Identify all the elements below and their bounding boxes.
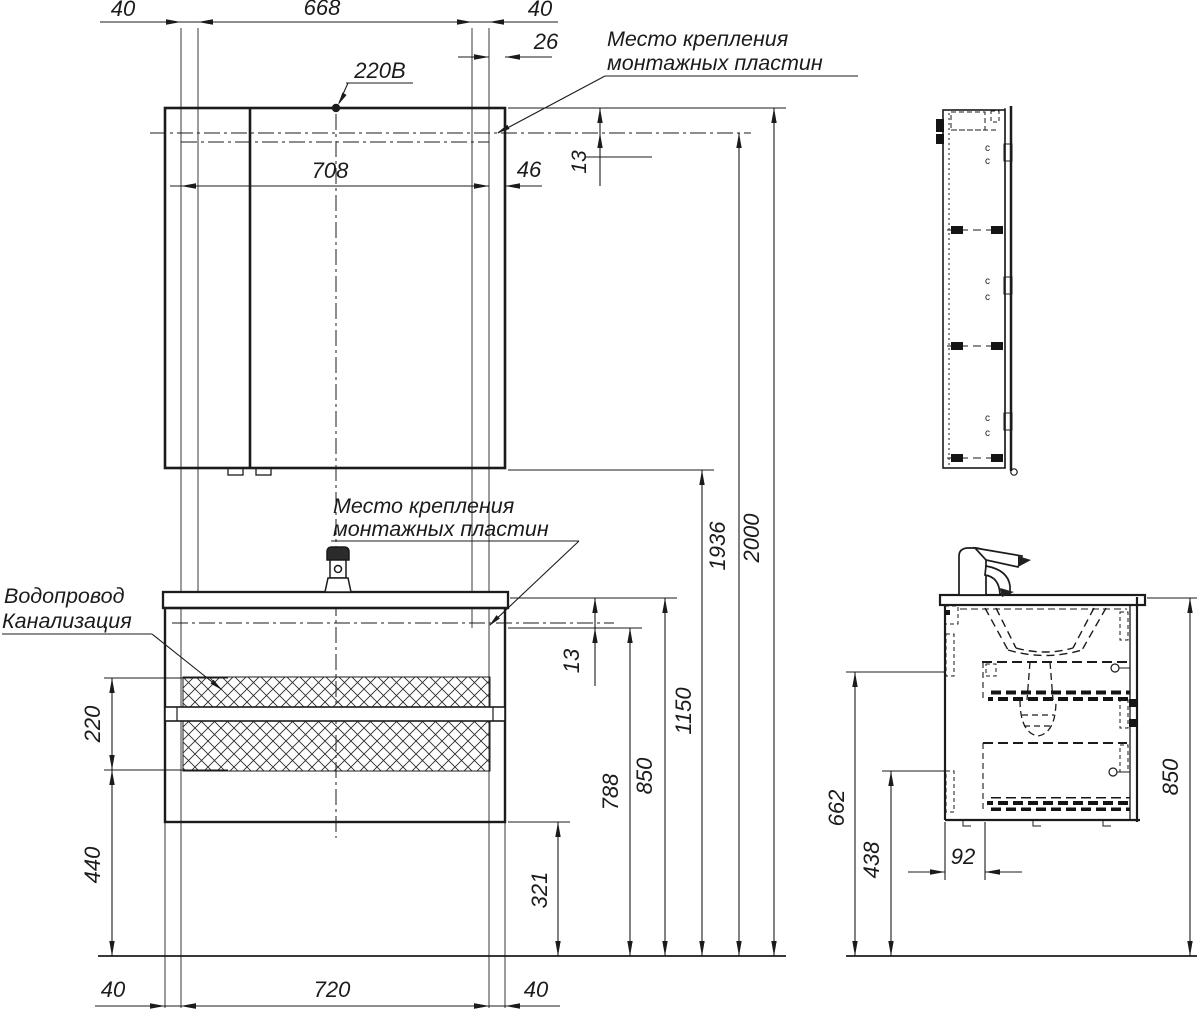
dim-1936: 1936 <box>705 521 730 571</box>
dim-321: 321 <box>527 871 552 909</box>
dim-788: 788 <box>598 773 623 811</box>
plumbing-note-line2: Канализация <box>2 609 132 633</box>
dim-top-708: 708 <box>311 158 349 183</box>
power-outlet-callout <box>332 58 413 112</box>
hinge-marks-mirror <box>985 143 990 439</box>
dim-2000: 2000 <box>739 513 764 563</box>
mounting-note-top-line1: Место крепления <box>607 27 789 51</box>
mounting-note-mid-line2: монтажных пластин <box>333 517 549 541</box>
dim-1150: 1150 <box>671 687 696 735</box>
dim-bottom-40-right: 40 <box>523 977 549 1002</box>
dim-850: 850 <box>632 757 657 795</box>
faucet-side <box>959 548 1031 597</box>
dim-counter-13: 13 <box>559 648 584 674</box>
dim-top-668: 668 <box>303 0 341 20</box>
dim-side-438: 438 <box>859 841 884 879</box>
mounting-note-top-line2: монтажных пластин <box>607 51 823 75</box>
faucet-front <box>325 547 351 592</box>
dim-top-40-left: 40 <box>110 0 136 21</box>
dim-top-26: 26 <box>533 29 559 54</box>
drawer-slide-lower <box>987 797 1130 811</box>
dim-side-850: 850 <box>1158 758 1183 796</box>
hinge-mark: c <box>985 143 990 154</box>
dim-bottom-40-left: 40 <box>100 977 126 1002</box>
plumbing-zone-hatch <box>183 677 490 771</box>
dimensions-side <box>846 598 1197 956</box>
dim-440: 440 <box>80 846 105 884</box>
dim-side-662: 662 <box>824 789 849 827</box>
power-outlet-label: 220В <box>354 58 406 83</box>
hinge-mark: c <box>985 413 990 424</box>
mounting-note-mid-line1: Место крепления <box>333 494 515 518</box>
dim-top-46: 46 <box>516 157 542 182</box>
side-view-mirror-cabinet <box>936 106 1017 475</box>
side-view-vanity <box>940 595 1145 826</box>
dim-top-13: 13 <box>568 150 591 174</box>
hinge-mark: c <box>985 156 990 167</box>
hinge-mark: c <box>985 276 990 287</box>
dim-top-40-right: 40 <box>527 0 553 21</box>
front-view-vanity <box>163 592 614 822</box>
dim-side-92: 92 <box>950 844 976 869</box>
hinge-mark: c <box>985 428 990 439</box>
dim-bottom-720: 720 <box>313 977 351 1002</box>
plumbing-note-line1: Водопровод <box>4 584 125 608</box>
drawer-slide-upper <box>988 688 1130 702</box>
power-outlet-point <box>332 104 340 112</box>
drawer-rail <box>165 707 505 721</box>
dim-220: 220 <box>80 705 105 743</box>
hinge-mark: c <box>985 292 990 303</box>
